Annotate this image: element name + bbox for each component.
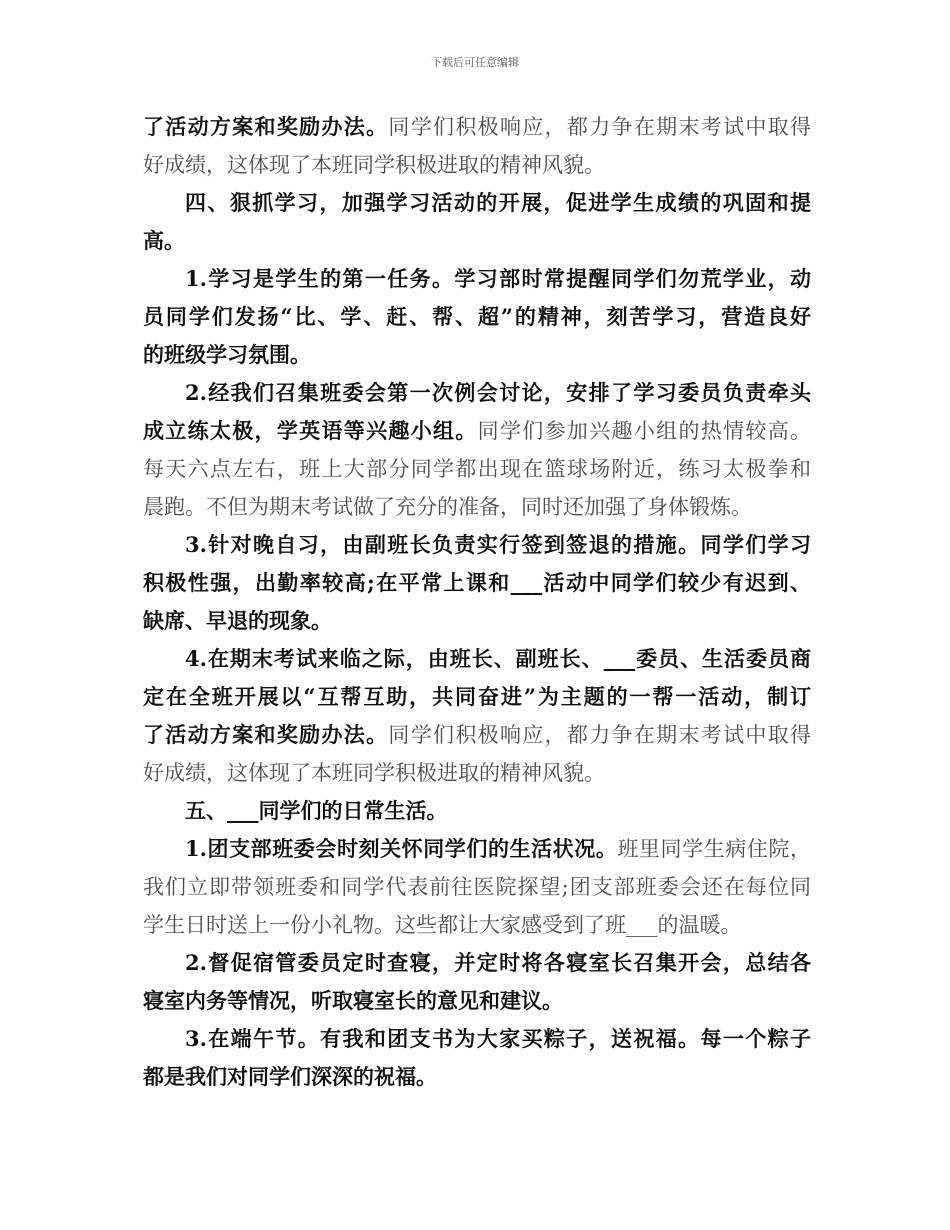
text-line: 晨跑。不但为期末考试做了充分的准备，同时还加强了身体锻炼。 — [143, 495, 752, 519]
text-line: 3.在端午节。有我和团支书为大家买粽子，送祝福。每一个粽子 — [185, 1026, 811, 1051]
text-line: 我们立即带领班委和同学代表前往医院探望;团支部班委会还在每位同 — [143, 875, 811, 899]
text-line: 1.团支部班委会时刻关怀同学们的生活状况。班里同学生病住院， — [185, 836, 811, 861]
text-line: 好成绩，这体现了本班同学积极进取的精神风貌。 — [143, 153, 605, 177]
text-line: 了活动方案和奖励办法。同学们积极响应，都力争在期末考试中取得 — [143, 114, 811, 139]
section-heading-cont: 高。 — [143, 228, 185, 253]
text-line: 2.经我们召集班委会第一次例会讨论，安排了学习委员负责牵头 — [185, 380, 811, 405]
text-line: 员同学们发扬“比、学、赶、帮、超”的精神，刻苦学习，营造良好 — [143, 304, 811, 329]
text-line: 成立练太极，学英语等兴趣小组。同学们参加兴趣小组的热情较高。 — [143, 418, 811, 443]
text-line: 每天六点左右，班上大部分同学都出现在篮球场附近，练习太极拳和 — [143, 457, 811, 481]
text-line: 3.针对晚自习，由副班长负责实行签到签退的措施。同学们学习 — [185, 532, 811, 557]
page-header: 下载后可任意编辑 — [431, 56, 519, 69]
text-line: 的班级学习氛围。 — [143, 342, 311, 367]
text-line: 了活动方案和奖励办法。同学们积极响应，都力争在期末考试中取得 — [143, 722, 811, 747]
text-line: 定在全班开展以“互帮互助，共同奋进”为主题的一帮一活动，制订 — [143, 684, 811, 709]
text-line: 寝室内务等情况，听取寝室长的意见和建议。 — [143, 988, 563, 1013]
document-body — [143, 108, 811, 1096]
text-line: 好成绩，这体现了本班同学积极进取的精神风貌。 — [143, 761, 605, 785]
section-heading: 四、狠抓学习，加强学习活动的开展，促进学生成绩的巩固和提 — [185, 190, 811, 215]
text-line: 学生日时送上一份小礼物。这些都让大家感受到了班___的温暖。 — [143, 913, 742, 937]
text-line: 1.学习是学生的第一任务。学习部时常提醒同学们勿荒学业，动 — [185, 266, 811, 291]
text-line: 积极性强，出勤率较高;在平常上课和___活动中同学们较少有迟到、 — [143, 570, 811, 595]
text-line: 都是我们对同学们深深的祝福。 — [143, 1064, 437, 1089]
section-heading: 五、___同学们的日常生活。 — [185, 798, 448, 823]
text-line: 2.督促宿管委员定时查寝，并定时将各寝室长召集开会，总结各 — [185, 950, 811, 975]
text-line: 缺席、早退的现象。 — [143, 608, 332, 633]
text-line: 4.在期末考试来临之际，由班长、副班长、___委员、生活委员商 — [185, 646, 811, 671]
